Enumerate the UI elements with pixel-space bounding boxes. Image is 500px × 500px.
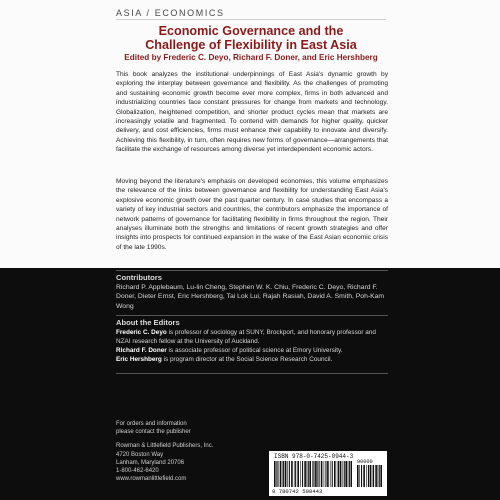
- category-label: ASIA / ECONOMICS: [116, 8, 225, 18]
- addon-number: 90000: [357, 459, 373, 465]
- publisher-website: www.rowmanlittlefield.com: [116, 476, 187, 483]
- contributors-heading: Contributors: [116, 273, 162, 282]
- title-line-2: Challenge of Flexibility in East Asia: [145, 38, 357, 52]
- publisher-name: Rowman & Littlefield Publishers, Inc.: [116, 443, 214, 450]
- orders-line-2: please contact the publisher: [116, 429, 191, 436]
- divider: [116, 315, 388, 316]
- info-panel: [0, 268, 500, 500]
- editor-name: Richard F. Doner: [116, 347, 167, 354]
- title-line-1: Economic Governance and the: [158, 24, 344, 38]
- book-title: [116, 24, 386, 52]
- barcode-icon: [274, 461, 352, 487]
- editor-name: Eric Hershberg: [116, 356, 162, 363]
- editor-bio: [116, 347, 386, 356]
- description-paragraph-2: Moving beyond the literature's emphasis on developed economies, this volume emphasizes the relevance of the links between governance and flexibility for understanding East Asia's explosive economic growth over the past quarter century. In case studies that encompass a variety of key industrial sectors and countries, the contributors emphasize the importance of network patterns of governance for facilitating flexibility in firms throughout the region. Their analyses illuminate both the strengths and limitations of recent growth strategies and offer insights into prospects for continued expansion in the wake of the East Asian economic crisis of the late 1990s.: [116, 178, 388, 251]
- editor-bio: [116, 329, 386, 346]
- editor-bio-text: is program director at the Social Science Research Council.: [161, 356, 333, 363]
- contributors-list: Richard P. Applebaum, Lu-lin Cheng, Stephen W. K. Chiu, Frederic C. Deyo, Richard F. Doner, Dieter Ernst, Eric Hershberg, Tai Lok Lui, Rajah Rasiah, David A. Smith, Poh-Kam Wong: [116, 284, 385, 310]
- publisher-info: [116, 420, 256, 483]
- isbn-label: ISBN 978-0-7425-0944-3: [274, 453, 354, 460]
- editor-name: Frederic C. Deyo: [116, 329, 167, 336]
- publisher-address-1: 4720 Boston Way: [116, 451, 164, 458]
- editor-bio: [116, 356, 386, 365]
- divider: [116, 270, 388, 271]
- description-paragraph-1: This book analyzes the institutional underpinnings of East Asia's dynamic growth by exploring the interplay between governance and flexibility. As the challenges of promoting and sustaining economic growth become ever more complex, firms in both advanced and industrializing countries face constant pressures for change from markets and technology. Globalization, heightened competition, and shorter product cycles mean that markets are increasingly volatile and fragmented. To contend with demands for higher quality, quicker delivery, and cost efficiencies, firms must enhance their capability to innovate and diversify. Achieving this flexibility, in turn, often requires new forms of governance—arrangements that facilitate the exchange of resources among diverse yet interdependent economic actors.: [116, 71, 388, 154]
- divider: [116, 373, 388, 374]
- publisher-phone: 1-800-462-6420: [116, 468, 159, 475]
- orders-line-1: For orders and information: [116, 421, 187, 427]
- about-editors-heading: About the Editors: [116, 318, 180, 327]
- editor-bio-text: is professor of sociology at SUNY, Brockport, and honorary professor and NZAI research fellow at the University of Auckland.: [116, 329, 376, 345]
- editor-bio-text: is associate professor of political science at Emory University.: [166, 347, 343, 354]
- ean-number: 9 780742 509443: [272, 488, 323, 495]
- category-rule: [116, 19, 386, 20]
- publisher-address-2: Lanham, Maryland 20706: [116, 459, 185, 466]
- addon-barcode-icon: [357, 465, 382, 487]
- editors-line: Edited by Frederic C. Deyo, Richard F. Doner, and Eric Hershberg: [124, 53, 378, 62]
- barcode-box: [269, 451, 387, 496]
